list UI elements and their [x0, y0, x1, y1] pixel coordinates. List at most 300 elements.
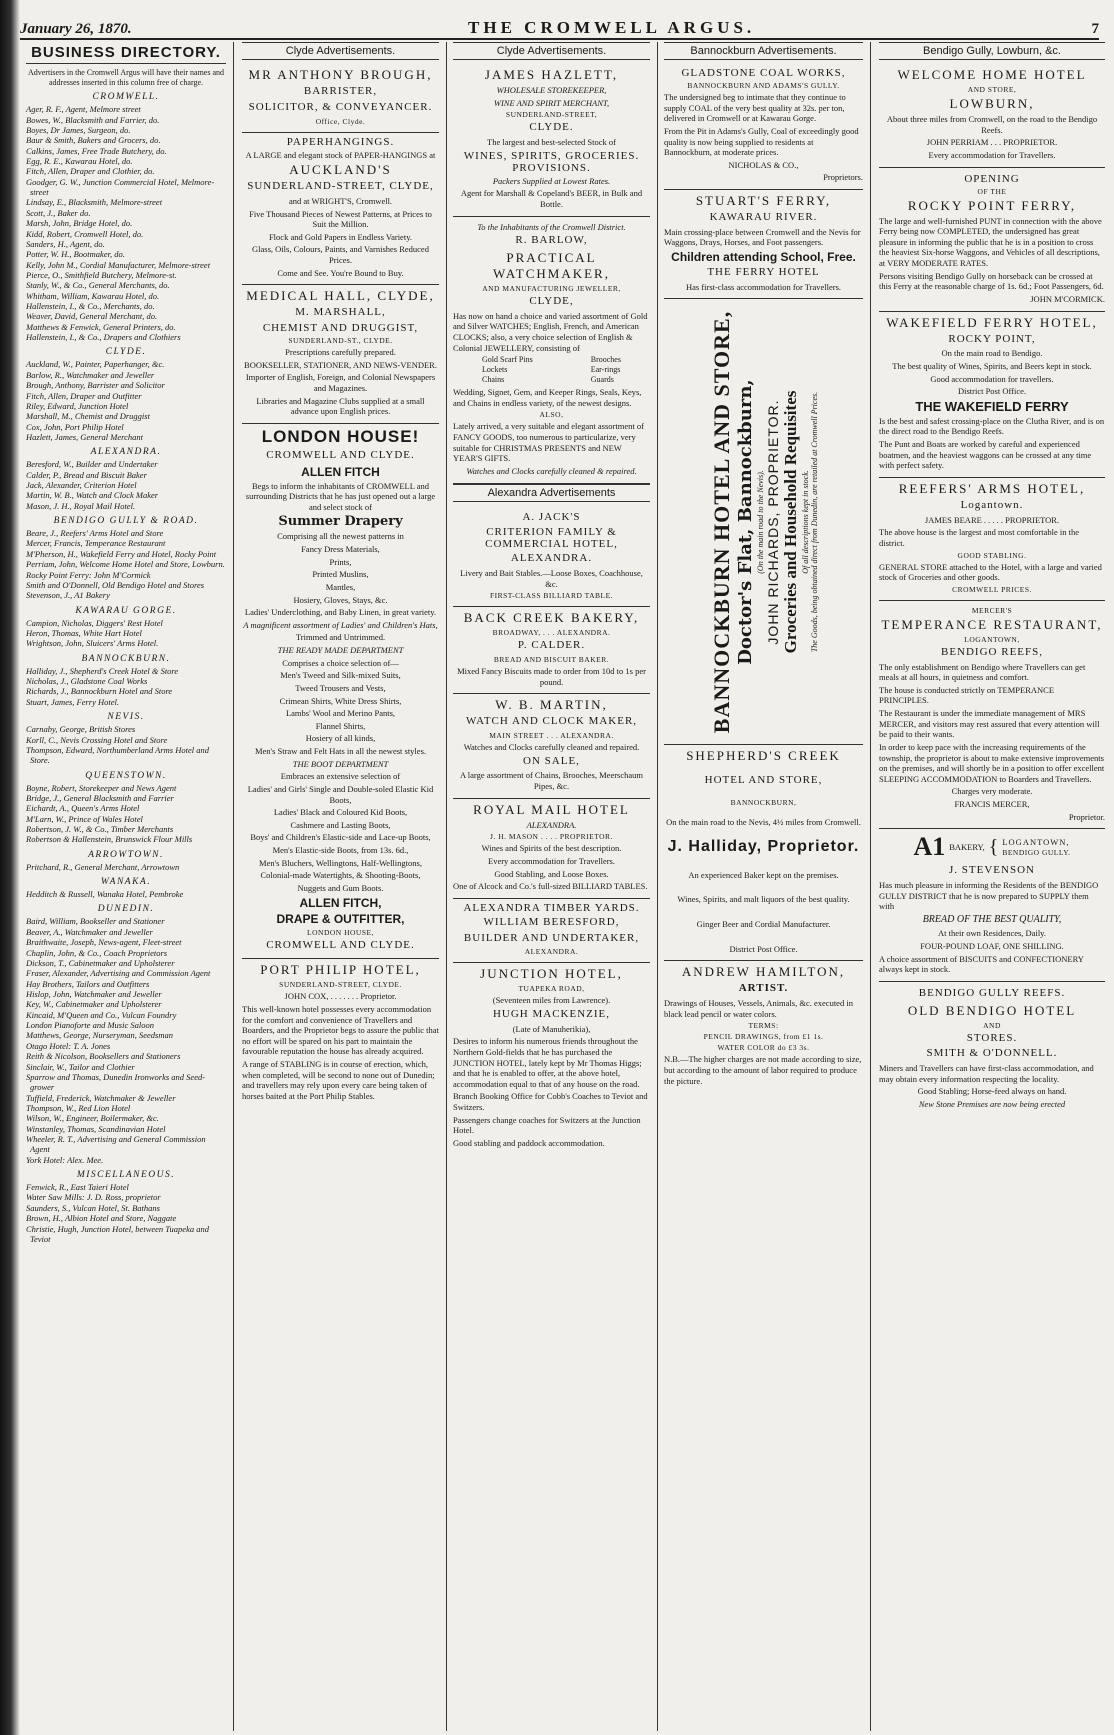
ad-line: ALEXANDRA.: [510, 552, 593, 565]
list-item: Nuggets and Gum Boots.: [297, 882, 384, 893]
ad-barlow: [453, 217, 650, 484]
ad-line: Prescriptions carefully prepared.: [285, 347, 396, 357]
ad-line: The above house is the largest and most comfortable in the district.: [879, 527, 1080, 548]
directory-entry: Robertson & Hallenstein, Brunswick Flour Mills: [26, 834, 193, 845]
ad-line: BREAD OF THE BEST QUALITY,: [922, 913, 1062, 925]
ad-line: TERMS:: [748, 1021, 779, 1031]
ad-line: SOLICITOR, & CONVEYANCER.: [248, 100, 433, 113]
directory-entry: Fitch, Allen, Draper and Clothier, do.: [26, 166, 155, 177]
ad-line: Passengers change coaches for Switzers at the Junction Hotel.: [453, 1114, 641, 1136]
ad-line: A large assortment of Chains, Brooches, Meerschaum Pipes, &c.: [459, 770, 644, 791]
directory-entry: Hay Brothers, Tailors and Outfitters: [26, 978, 150, 989]
ad-line: Ginger Beer and Cordial Manufacturer.: [696, 919, 831, 929]
directory-entry: Fitch, Allen, Draper and Outfitter: [26, 390, 142, 401]
list-item: Men's Straw and Felt Hats in all the newest styles.: [254, 746, 427, 756]
directory-entry: Calder, P., Bread and Biscuit Baker: [26, 469, 147, 480]
directory-entry: Auckland, W., Painter, Paperhanger, &c.: [26, 359, 165, 370]
ad-line: New Stone Premises are now being erected: [918, 1099, 1066, 1109]
directory-entry: Egg, R. E., Kawarau Hotel, do.: [26, 155, 133, 166]
ad-line: MAIN STREET . . . ALEXANDRA.: [489, 731, 614, 740]
brace-glyph: {: [988, 835, 999, 858]
ad-line: The Restaurant is under the immediate management of MRS MERCER, and visitors may rest assured that every attention will be paid to their wants.: [879, 708, 1100, 740]
list-item: Fancy Dress Materials,: [301, 544, 380, 554]
directory-entry: Otago Hotel: T. A. Jones: [26, 1040, 111, 1051]
ad-line: Flock and Gold Papers in Endless Variety.: [268, 231, 413, 242]
directory-entry: Wheeler, R. T., Advertising and General Commission Agent: [26, 1134, 206, 1155]
ad-line: J. H. MASON . . . . PROPRIETOR.: [490, 832, 613, 842]
directory-entry: Pritchard, R., General Merchant, Arrowtown: [26, 861, 180, 872]
directory-entry: Kincaid, M'Queen and Co., Vulcan Foundry: [26, 1009, 177, 1020]
ad-line: WATCH AND CLOCK MAKER,: [465, 715, 638, 728]
ad-line: MERCER'S: [971, 605, 1013, 615]
directory-entry: Christie, Hugh, Junction Hotel, between Tuapeka and Teviot: [26, 1223, 209, 1244]
ad-line: CROMWELL AND CLYDE.: [266, 938, 415, 951]
column-rule: [233, 42, 234, 1731]
directory-entry: Hallenstein, I., & Co., Merchants, do.: [26, 301, 155, 312]
directory-entry: Hislop, John, Watchmaker and Jeweller: [26, 988, 162, 999]
ad-line: On the main road to Bendigo.: [941, 348, 1043, 359]
ad-title: BANNOCKBURN HOTEL AND STORE,: [708, 310, 734, 734]
ad-line: Comprising all the newest patterns in: [277, 531, 404, 542]
ad-line: KAWARAU RIVER.: [709, 211, 818, 223]
ad-line: Embraces an extensive selection of: [280, 771, 401, 782]
ad-line: Glass, Oils, Colours, Paints, and Varnishes Reduced Prices.: [252, 244, 429, 265]
ad-line: LOWBURN,: [949, 96, 1035, 111]
directory-town-heading: BANNOCKBURN.: [81, 653, 171, 664]
ad-line: and at WRIGHT'S, Cromwell.: [288, 195, 393, 206]
ad-line: BROADWAY, . . . ALEXANDRA.: [492, 628, 611, 638]
directory-entry: Smith and O'Donnell, Old Bendigo Hotel and Stores: [26, 579, 205, 590]
ad-line: Mixed Fancy Biscuits made to order from 10d to 1s per pound.: [457, 666, 646, 687]
ad-line: HOTEL AND STORE,: [704, 774, 823, 787]
ad-line: BENDIGO GULLY REEFS.: [918, 986, 1066, 999]
directory-entry: Carnaby, George, British Stores: [26, 724, 136, 735]
ad-junction-hotel: [453, 963, 650, 1154]
ad-line: A range of STABLING is in course of erection, which, when completed, will be second to none out of Dunedin; and travellers may rely upon every care being taken of horses baited at the Port Philip Stables.: [242, 1059, 435, 1101]
ad-title: PRACTICAL WATCHMAKER,: [493, 249, 610, 281]
directory-entry: Baur & Smith, Bakers and Grocers, do.: [26, 135, 161, 146]
ad-line: Every accommodation for Travellers.: [928, 149, 1056, 160]
department-heading: THE BOOT DEPARTMENT: [292, 758, 389, 769]
ad-line: CROMWELL PRICES.: [952, 584, 1032, 594]
directory-entry: Potter, W. H., Bootmaker, do.: [26, 249, 125, 260]
column-heading: Bannockburn Advertisements.: [664, 42, 863, 60]
directory-entry: Jack, Alexander, Criterion Hotel: [26, 480, 137, 491]
ad-title: W. B. MARTIN,: [495, 697, 608, 713]
list-item: Boys' and Children's Elastic-side and Lace-up Boots,: [250, 832, 431, 843]
directory-town-heading: CROMWELL.: [92, 92, 160, 103]
directory-entry: Scott, J., Baker do.: [26, 207, 91, 218]
ad-line: TUAPEKA ROAD,: [518, 984, 585, 994]
list-item: Ear-rings: [590, 365, 621, 375]
ad-line: CLYDE.: [529, 121, 574, 134]
directory-entry: Mercer, Francis, Temperance Restaurant: [26, 538, 166, 549]
bendigo-gully-column: [873, 42, 1111, 1731]
ad-rocky-point-ferry: [879, 168, 1105, 312]
directory-entry: Campion, Nicholas, Diggers' Rest Hotel: [26, 617, 163, 628]
ad-hazlett: [453, 64, 650, 217]
ad-line: The large and well-furnished PUNT in connection with the above Ferry being now COMPLETED, the undersigned has great pleasure in informing the public that he is in a position to cross the heaviest Six-horse Waggons, and Vehicles of all descriptions, at VERY MODERATE RATES.: [879, 215, 1102, 268]
ad-line: A magnificent assortment of Ladies' and Children's Hats,: [243, 619, 438, 630]
ad-title: ROYAL MAIL HOTEL: [473, 801, 630, 817]
ad-line: Good accommodation for travellers.: [930, 373, 1054, 384]
ad-line: BUILDER AND UNDERTAKER,: [463, 931, 640, 944]
directory-town-heading: ARROWTOWN.: [88, 849, 164, 860]
issue-date: January 26, 1870.: [20, 21, 132, 37]
directory-entry: Sparrow and Thomas, Dunedin Ironworks and Seed-grower: [26, 1071, 206, 1093]
ad-line: From the Pit in Adams's Gully, Coal of exceedingly good quality is now being supplied to residents at Bannockburn, at moderate prices.: [664, 125, 859, 158]
a1-bakery-heading: [879, 832, 1105, 862]
ad-line: A. JACK'S: [522, 510, 581, 523]
directory-entry: Mason, J. H., Royal Mail Hotel.: [26, 500, 136, 511]
ad-a1-bakery: [879, 829, 1105, 982]
directory-entry: Fenwick, R., East Taieri Hotel: [26, 1182, 129, 1193]
ad-bannockburn-hotel-vertical: [664, 299, 863, 745]
ad-line: WILLIAM BERESFORD,: [483, 915, 620, 928]
directory-entry: Boyes, Dr James, Surgeon, do.: [26, 124, 131, 135]
ad-line: CHEMIST AND DRUGGIST,: [262, 322, 419, 334]
ad-line: Proprietor.: [1068, 811, 1105, 822]
directory-entry: Calkins, James, Free Trade Butchery, do.: [26, 145, 167, 156]
directory-entry: Matthews, George, Nurseryman, Seedsman: [26, 1030, 173, 1041]
ad-title: MR ANTHONY BROUGH,: [248, 67, 433, 82]
ad-title: ALEXANDRA TIMBER YARDS.: [463, 901, 640, 914]
directory-town-heading: BENDIGO GULLY & ROAD.: [53, 516, 199, 527]
directory-entry: Sanders, H., Agent, do.: [26, 238, 105, 249]
directory-entry: Wilson, W., Engineer, Boilermaker, &c.: [26, 1113, 159, 1124]
ad-line: JAMES BEARE . . . . . PROPRIETOR.: [924, 514, 1060, 525]
ad-line: BANNOCKBURN AND ADAMS'S GULLY.: [687, 81, 840, 90]
ad-line: WHOLESALE STOREKEEPER,: [496, 85, 607, 95]
directory-entry: Brough, Anthony, Barrister and Solicitor: [26, 380, 165, 391]
directory-entry: Cox, John, Port Philip Hotel: [26, 421, 124, 432]
ad-line: CROMWELL AND CLYDE.: [266, 448, 415, 461]
ad-line: SMITH & O'DONNELL.: [926, 1047, 1058, 1060]
ad-line: One of Alcock and Co.'s full-sized BILLIARD TABLES.: [453, 881, 648, 892]
ad-line: BREAD AND BISCUIT BAKER.: [493, 655, 610, 664]
directory-town-heading: NEVIS.: [107, 712, 145, 723]
ad-line: Importer of English, Foreign, and Colonial Newspapers and Magazines.: [245, 372, 436, 393]
ad-title: PAPERHANGINGS.: [286, 135, 395, 148]
ad-line: JOHN PERRIAM . . . PROPRIETOR.: [926, 137, 1058, 148]
directory-entry: Brown, H., Albion Hotel and Store, Naggate: [26, 1213, 177, 1224]
directory-entry: Matthews & Fenwick, General Printers, do.: [26, 321, 176, 332]
column-heading: Clyde Advertisements.: [242, 42, 439, 60]
directory-entry: Baird, William, Bookseller and Stationer: [26, 916, 165, 927]
ad-line: Has now on hand a choice and varied assortment of Gold and Silver WATCHES; English, French, and American CLOCKS; also, a very choice selection of English & Colonial JEWELLERY, consisting of: [453, 310, 648, 353]
ad-line: Good Stabling; Horse-feed always on hand.: [917, 1086, 1067, 1097]
list-item: Lambs' Wool and Merino Pants,: [285, 708, 396, 719]
ad-line: STORES.: [966, 1031, 1018, 1044]
directory-entry: Saunders, S., Vulcan Hotel, St. Bathans: [26, 1202, 160, 1213]
list-item: Men's Bluchers, Wellingtons, Half-Wellingtons,: [259, 857, 422, 868]
ad-title: STUART'S FERRY,: [695, 193, 832, 208]
ad-line: Begs to inform the inhabitants of CROMWELL and surrounding Districts that he has just opened out a large and select stock of: [245, 480, 436, 512]
directory-entry: Korll, C., Nevis Crossing Hotel and Store: [26, 734, 168, 745]
column-heading: BUSINESS DIRECTORY.: [26, 42, 226, 64]
directory-entry: Chaplin, John, & Co., Coach Proprietors: [26, 947, 168, 958]
directory-entry: Hedditch & Russell, Wanaka Hotel, Pembroke: [26, 889, 184, 900]
list-item: Crimean Shirts, White Dress Shirts,: [279, 695, 402, 706]
ad-stuarts-ferry: [664, 190, 863, 299]
ad-title: WELCOME HOME HOTEL: [897, 67, 1087, 82]
ad-line: Trimmed and Untrimmed.: [295, 632, 386, 643]
ad-line: BAKERY,: [949, 841, 985, 852]
directory-entry: Dickson, T., Cabinetmaker and Upholsterer: [26, 957, 175, 968]
ad-line: OF THE: [977, 186, 1007, 196]
list-item: Ladies' and Girls' Single and Double-soled Elastic Kid Boots,: [247, 783, 434, 805]
ad-title: A1: [913, 832, 946, 862]
list-item: Cashmere and Lasting Boots,: [290, 819, 391, 830]
ad-line: Drawings of Houses, Vessels, Animals, &c. executed in black lead pencil or water colors.: [664, 998, 853, 1019]
ad-line: Groceries and Household Requisites: [780, 390, 800, 654]
directory-entry: Robertson, J. W., & Co., Timber Merchants: [26, 824, 174, 835]
ad-port-philip-hotel: [242, 959, 439, 1107]
ad-wakefield-ferry-hotel: [879, 312, 1105, 478]
ad-line: (On the main road to the Nevis).: [755, 470, 765, 574]
ad-line: ALLEN FITCH,: [299, 895, 382, 910]
directory-entry: Ager, R. F., Agent, Melmore street: [26, 104, 141, 115]
directory-entry: M'Larn, W., Prince of Wales Hotel: [26, 813, 143, 824]
ad-temperance-restaurant: [879, 601, 1105, 830]
ad-line: WINES, SPIRITS, GROCERIES. PROVISIONS.: [463, 149, 640, 174]
ad-line: Five Thousand Pieces of Newest Patterns, at Prices to Suit the Million.: [249, 208, 432, 230]
directory-entry: London Pianoforte and Music Saloon: [26, 1020, 154, 1031]
ad-title: ANDREW HAMILTON,: [681, 964, 846, 980]
list-item: Brooches: [590, 355, 621, 365]
ad-line: Doctor's Flat, Bannockburn,: [734, 379, 756, 665]
ad-line: GOOD STABLING.: [957, 550, 1027, 560]
ad-line: Main crossing-place between Cromwell and the Nevis for Waggons, Drays, Horses, and Foot passengers.: [664, 226, 861, 248]
ad-line: BANNOCKBURN,: [730, 798, 797, 808]
ad-title: ROCKY POINT FERRY,: [907, 197, 1077, 213]
ad-line: Wines, Spirits, and malt liquors of the best quality.: [677, 894, 850, 905]
directory-entry: Thompson, Edward, Northumberland Arms Hotel and Store.: [26, 744, 209, 766]
list-item: Chains: [482, 375, 505, 385]
ad-back-creek-bakery: [453, 607, 650, 694]
ad-line: SUNDERLAND-STREET,: [505, 110, 598, 120]
ad-line: ALLEN FITCH: [301, 464, 380, 479]
list-item: Printed Muslins,: [312, 569, 369, 580]
directory-entry: Barlow, R., Watchmaker and Jeweller: [26, 369, 155, 380]
ad-line: LOGANTOWN,: [964, 634, 1020, 644]
vertical-text-block: [709, 307, 819, 737]
ad-line: Good Stabling, and Loose Boxes.: [494, 868, 609, 879]
ad-line: M. MARSHALL,: [295, 306, 386, 319]
ad-line: AUCKLAND'S: [289, 162, 392, 178]
ad-line: (Seventeen miles from Lawrence).: [492, 995, 611, 1006]
ad-line: PENCIL DRAWINGS, from £1 1s.: [703, 1032, 824, 1042]
ad-line: Branch Booking Office for Cobb's Coaches to Teviot and Switzers.: [453, 1091, 648, 1112]
ad-line: Has first-class accommodation for Travellers.: [685, 281, 842, 292]
list-item: Guards: [590, 375, 614, 385]
directory-entry: Beare, J., Reefers' Arms Hotel and Store: [26, 528, 164, 539]
list-item: Ladies' Underclothing, and Baby Linen, in great variety.: [244, 607, 437, 618]
ad-line: FIRST-CLASS BILLIARD TABLE.: [489, 591, 614, 601]
directory-entry: Reith & Nicolson, Booksellers and Stationers: [26, 1051, 181, 1062]
directory-entry: Beresford, W., Builder and Undertaker: [26, 459, 158, 470]
directory-entry: Eichardt, A., Queen's Arms Hotel: [26, 803, 140, 814]
ad-line: ALEXANDRA.: [524, 947, 579, 957]
directory-entry: Rocky Point Ferry: John M'Cormick: [26, 569, 151, 580]
ad-line: Office, Clyde.: [315, 116, 366, 126]
ad-title: JAMES HAZLETT,: [484, 67, 619, 82]
ad-line: Watches and Clocks carefully cleaned and repaired.: [463, 742, 640, 752]
directory-entry: Stuart, James, Ferry Hotel.: [26, 696, 120, 707]
column-heading: Clyde Advertisements.: [453, 42, 650, 60]
directory-entry: Wrightson, John, Sluicers' Arms Hotel.: [26, 638, 159, 649]
ad-title: LONDON HOUSE!: [261, 426, 420, 446]
ad-line: OPENING: [964, 172, 1020, 185]
ad-line: Every accommodation for Travellers.: [488, 855, 615, 866]
ad-line: FRANCIS MERCER,: [954, 799, 1030, 809]
ad-line: Summer Drapery: [278, 514, 403, 530]
directory-entry: Key, W., Cabinetmaker and Upholsterer: [26, 999, 162, 1010]
directory-entry: Riley, Edward, Junction Hotel: [26, 400, 129, 411]
ad-title: CRITERION FAMILY & COMMERCIAL HOTEL,: [485, 526, 618, 551]
department-heading: THE READY MADE DEPARTMENT: [277, 645, 404, 655]
ad-line: In order to keep pace with the increasing requirements of the township, the proprietor is about to make extensive improvements on the premises, and will shortly be in a position to offer excellent SLEEPING ACCOMMODATION to Boarders and Travellers.: [879, 741, 1105, 784]
jewellery-list: [453, 355, 650, 385]
ad-line: ON SALE,: [523, 754, 580, 767]
ad-medical-hall: [242, 285, 439, 424]
ad-line: At their own Residences, Daily.: [937, 928, 1047, 939]
ad-line: The best quality of Wines, Spirits, and Beers kept in stock.: [892, 360, 1092, 371]
ad-brough: [242, 64, 439, 133]
ad-line: BOOKSELLER, STATIONER, AND NEWS-VENDER.: [244, 359, 437, 370]
ad-line: An experienced Baker kept on the premises.: [688, 869, 839, 880]
directory-entry: Tuffield, Frederick, Watchmaker & Jeweller: [26, 1092, 176, 1103]
ad-line: Proprietors.: [823, 172, 863, 183]
ad-line: Agent for Marshall & Copeland's BEER, in Bulk and Bottle.: [460, 188, 643, 209]
bannockburn-column: [658, 42, 869, 1731]
list-item: Flannel Shirts,: [315, 720, 366, 731]
directory-entry: Kelly, John M., Cordial Manufacturer, Melmore-street: [26, 259, 211, 270]
directory-entry: M'Pherson, H., Wakefield Ferry and Hotel, Rocky Point: [26, 548, 217, 559]
column-rule: [870, 42, 871, 1731]
directory-town-heading: WANAKA.: [100, 877, 152, 888]
directory-entry: Stevenson, J., A1 Bakery: [26, 590, 110, 601]
directory-entry: York Hotel: Alex. Mee.: [26, 1154, 104, 1165]
directory-entry: Sinclair, W., Tailor and Clothier: [26, 1061, 135, 1072]
ad-line: Wedding, Signet, Gem, and Keeper Rings, Seals, Keys, and Chains in endless variety, of the newest designs.: [453, 387, 642, 408]
list-item: Men's Elastic-side Boots, from 13s. 6d.,: [272, 845, 409, 855]
ad-line: (Late of Manuherikia),: [512, 1023, 591, 1034]
binding-edge: [0, 0, 20, 1735]
clyde-alexandra-column: [447, 42, 656, 1731]
ad-line: Miners and Travellers can have first-class accommodation, and may obtain every information respecting the locality.: [879, 1063, 1094, 1084]
directory-town-heading: DUNEDIN.: [97, 904, 155, 915]
business-directory-column: [20, 42, 232, 1731]
ad-title: BACK CREEK BAKERY,: [463, 610, 640, 626]
directory-entry: Heron, Thomas, White Hart Hotel: [26, 628, 142, 638]
jewellery-col-a: [482, 355, 533, 385]
ad-line: J. Halliday, Proprietor.: [667, 837, 860, 855]
ad-line: Libraries and Magazine Clubs supplied at a small advance upon English prices.: [256, 395, 425, 417]
list-item: Hosiery of all kinds,: [305, 733, 376, 744]
list-item: Men's Tweed and Silk-mixed Suits,: [280, 670, 401, 681]
ad-line: About three miles from Cromwell, on the road to the Bendigo Reefs.: [886, 114, 1098, 135]
ad-line: NICHOLAS & CO.,: [728, 159, 799, 170]
ad-title: OLD BENDIGO HOTEL: [907, 1002, 1077, 1018]
ad-line: The house is conducted strictly on TEMPERANCE PRINCIPLES.: [879, 684, 1055, 706]
ad-line: R. BARLOW,: [515, 234, 588, 247]
page-number: 7: [1091, 21, 1099, 37]
ad-line: ROCKY POINT,: [948, 332, 1036, 345]
list-item: Prints,: [329, 556, 352, 567]
ad-line: THE FERRY HOTEL: [707, 266, 820, 278]
ad-line: P. CALDER.: [517, 639, 586, 652]
ad-line: HUGH MACKENZIE,: [492, 1007, 611, 1020]
ad-gladstone-coal: [664, 64, 863, 190]
directory-entry: Kidd, Robert, Cromwell Hotel, do.: [26, 228, 144, 239]
ad-line: Packers Supplied at Lowest Rates.: [492, 175, 611, 186]
item-list: [242, 544, 439, 618]
ad-line: Comprises a choice selection of—: [282, 657, 399, 668]
directory-town-heading: KAWARAU GORGE.: [75, 605, 177, 616]
directory-entry: Fraser, Alexander, Advertising and Commission Agent: [26, 968, 211, 979]
directory-town-heading: MISCELLANEOUS.: [76, 1170, 176, 1181]
ad-line: Children attending School, Free.: [671, 250, 856, 264]
ad-line: ARTIST.: [738, 982, 789, 995]
list-item: Hosiery, Gloves, Stays, &c.: [293, 594, 388, 605]
ad-martin: [453, 694, 650, 798]
item-list: [242, 670, 439, 756]
directory-entry: Marshall, M., Chemist and Druggist: [26, 411, 150, 422]
column-subheading: Alexandra Advertisements: [453, 484, 650, 502]
directory-entry: Whitham, William, Kawarau Hotel, do.: [26, 290, 160, 301]
ad-old-bendigo-hotel: [879, 982, 1105, 1116]
ad-reefers-arms: [879, 478, 1105, 601]
ad-line: SUNDERLAND-STREET, CLYDE,: [247, 180, 434, 193]
directory-entry: Goodger, G. W., Junction Commercial Hotel, Melmore-street: [26, 176, 215, 198]
ad-line: SUNDERLAND-ST., CLYDE.: [288, 336, 393, 345]
ad-line: SUNDERLAND-STREET, CLYDE.: [279, 980, 402, 990]
directory-entry: Bowes, W., Blacksmith and Farrier, do.: [26, 114, 160, 125]
ad-shepherds-creek: [664, 745, 863, 961]
directory-entry: Hallenstein, I., & Co., Drapers and Clothiers: [26, 332, 181, 343]
directory-entry: Martin, W. B., Watch and Clock Maker: [26, 490, 159, 501]
ad-line: The only establishment on Bendigo where Travellers can get meals at all hours, in quietness and comfort.: [879, 661, 1086, 683]
ad-london-house: [242, 424, 439, 960]
directory-entry: Bridge, J., General Blacksmith and Farrier: [26, 792, 174, 803]
ad-line: To the Inhabitants of the Cromwell District.: [477, 221, 626, 232]
ad-andrew-hamilton: [664, 961, 863, 1092]
ad-line: A choice assortment of BISCUITS and CONFECTIONERY always kept in stock.: [879, 953, 1084, 975]
ad-line: N.B.—The higher charges are not made according to size, but according to the amount of labor required to produce the picture.: [664, 1054, 862, 1086]
ad-line: JOHN M'CORMICK.: [1030, 293, 1105, 304]
ad-line: Charges very moderate.: [951, 786, 1033, 797]
list-item: Ladies' Black and Coloured Kid Boots,: [273, 807, 408, 818]
clyde-advertisements-column: [236, 42, 445, 1731]
ad-line: ALEXANDRA.: [526, 819, 577, 830]
ad-line: Has much pleasure in informing the Residents of the BENDIGO GULLY DISTRICT that he is now prepared to SUPPLY them with: [879, 880, 1099, 912]
ad-line: CLYDE,: [529, 294, 574, 307]
ad-line: THE WAKEFIELD FERRY: [915, 398, 1069, 414]
ad-line: JOHN RICHARDS, PROPRIETOR.: [764, 399, 781, 645]
directory-town-heading: ALEXANDRA.: [90, 447, 162, 458]
masthead: [20, 10, 1099, 40]
directory-note: Advertisers in the Cromwell Argus will have their names and addresses inserted in this column free of charge.: [27, 68, 225, 87]
ad-line: A LARGE and elegant stock of PAPER-HANGINGS at: [245, 149, 436, 160]
ad-line: The Goods, being obtained direct from Dunedin, are retailed at Cromwell Prices.: [809, 391, 819, 653]
directory-entry: Braithwaite, Joseph, News-agent, Fleet-street: [26, 937, 182, 948]
ad-line: WINE AND SPIRIT MERCHANT,: [493, 97, 610, 108]
ad-line: BENDIGO GULLY.: [1002, 848, 1071, 858]
ad-line: BARRISTER,: [303, 85, 378, 97]
ad-line: The Punt and Boats are worked by careful and experienced boatmen, and the heaviest waggons can be crossed at any time with perfect safety.: [879, 439, 1092, 471]
directory-entry: Weaver, David, General Merchant, do.: [26, 311, 158, 322]
